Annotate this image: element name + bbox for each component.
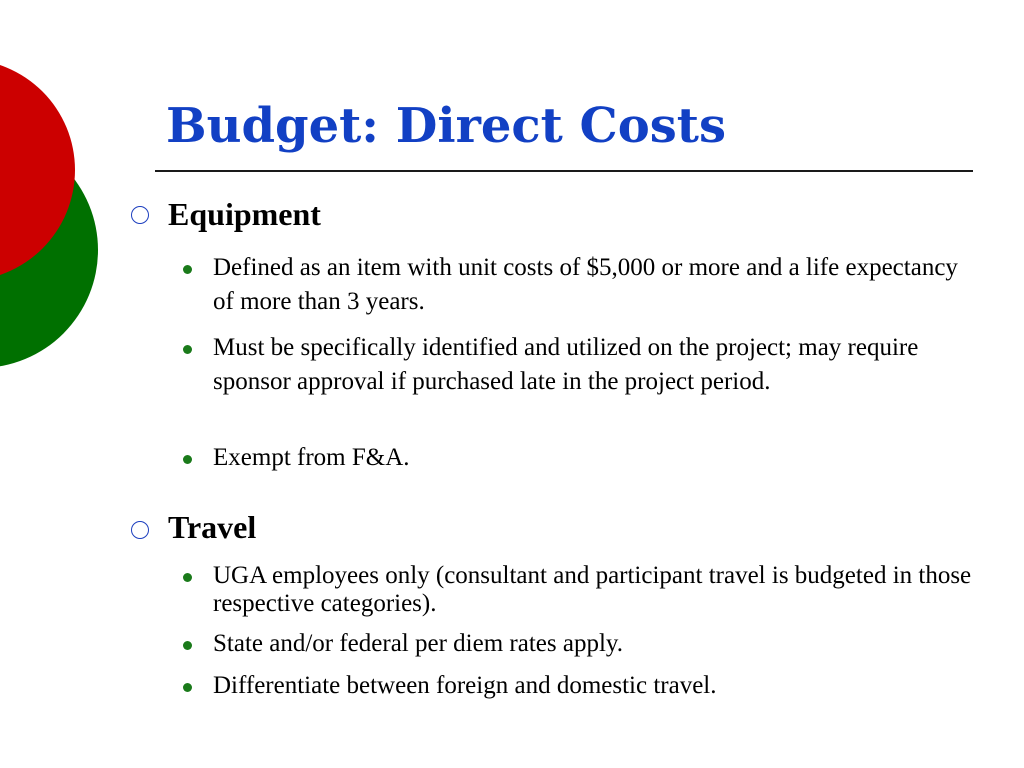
title-divider bbox=[155, 170, 973, 172]
list-item: Differentiate between foreign and domestic travel. bbox=[213, 672, 717, 699]
section-heading-equipment: Equipment bbox=[168, 196, 321, 232]
section-bullet-icon bbox=[131, 521, 149, 539]
bullet-dot-icon bbox=[183, 345, 192, 354]
list-item: Exempt from F&A. bbox=[213, 444, 410, 471]
list-item: Defined as an item with unit costs of $5,000 or more and a life expectancy of more than 3 years. bbox=[213, 254, 958, 315]
slide-title: Budget: Direct Costs bbox=[166, 98, 726, 154]
list-item: Must be specifically identified and utilized on the project; may require sponsor approval if purchased late in the project period. bbox=[213, 334, 919, 395]
list-item: UGA employees only (consultant and participant travel is budgeted in those respective categories). bbox=[213, 562, 972, 617]
decorative-circles bbox=[0, 0, 110, 410]
section-bullet-icon bbox=[131, 206, 149, 224]
bullet-dot-icon bbox=[183, 455, 192, 464]
section-heading-travel: Travel bbox=[168, 509, 257, 545]
bullet-dot-icon bbox=[183, 641, 192, 650]
list-item: State and/or federal per diem rates apply. bbox=[213, 630, 624, 657]
bullet-dot-icon bbox=[183, 683, 192, 692]
bullet-dot-icon bbox=[183, 265, 192, 274]
bullet-dot-icon bbox=[183, 573, 192, 582]
